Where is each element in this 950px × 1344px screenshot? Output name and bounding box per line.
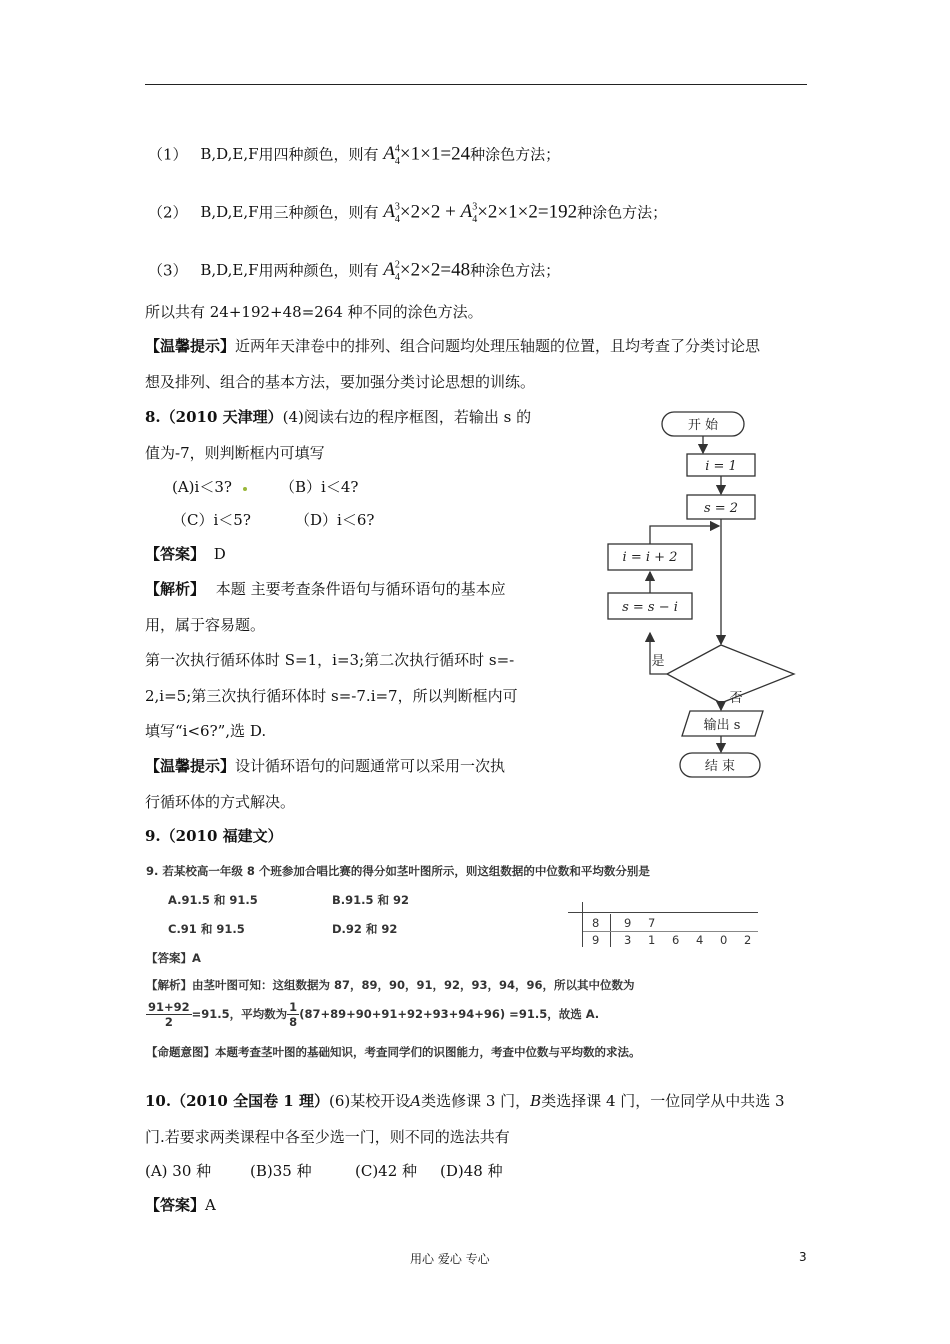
yes-label: 是 [651, 654, 665, 669]
case-suffix: 种涂色方法； [577, 203, 668, 222]
answer-label: 【答案】 [145, 1196, 206, 1214]
q9-option-c: C.91 和 91.5 [168, 922, 245, 936]
q9-option-a: A.91.5 和 91.5 [168, 893, 258, 907]
stem-8: 8 [592, 916, 600, 930]
q8-answer [145, 544, 226, 564]
q10-option-a: (A) 30 种 [145, 1162, 212, 1180]
q8-analysis-line5: 填写“i<6?”,选 D. [145, 722, 267, 740]
var-a: A [410, 1092, 422, 1110]
analysis-text: =91.5，平均数为 [191, 1007, 288, 1021]
case-sets: B,D,E,F [200, 145, 259, 164]
mark-dot [243, 487, 247, 491]
mean-fraction: $\frac{1}{8}$ [289, 1000, 298, 1029]
stem-9: 9 [592, 933, 600, 947]
stem-leaf-plot [568, 902, 758, 947]
case-text: 用两种颜色，则有 [258, 261, 379, 280]
q8-analysis-line3: 第一次执行循环体时 S=1，i=3;第二次执行循环时 s=- [145, 651, 515, 669]
tip-label: 【温馨提示】 [145, 337, 236, 355]
q9-stem: 9. 若某校高一年级 8 个班参加合唱比赛的得分如茎叶图所示，则这组数据的中位数和平均数分别是 [146, 864, 650, 878]
answer-value: A [205, 1196, 216, 1214]
result: =48 [440, 259, 471, 281]
perm-formula: $A^4_4$ [383, 143, 400, 168]
question-source: （2010 天津理） [160, 408, 283, 426]
expr: ×2×1×2 [477, 201, 538, 223]
answer-value: D [213, 545, 226, 563]
plot-divider [582, 902, 583, 947]
q10-stem-line1 [145, 1091, 785, 1111]
case-sets: B,D,E,F [200, 203, 259, 222]
q8-stem-line2: 值为-7，则判断框内可填写 [145, 444, 325, 462]
case-suffix: 种涂色方法； [470, 145, 561, 164]
init-i-label: i = 1 [705, 459, 737, 474]
output-label: 输出 s [703, 718, 741, 733]
q9-analysis [146, 977, 635, 993]
analysis-label: 【解析】 [145, 580, 206, 598]
footer-motto: 用心 爱心 专心 [410, 1252, 490, 1266]
row-rule [583, 931, 758, 932]
q8-option-b: （B）i＜4? [280, 478, 359, 496]
median-fraction: $\frac{91+92}{2}$ [148, 1000, 190, 1029]
analysis-text: 本题 主要考查条件语句与循环语句的基本应 [215, 580, 506, 598]
init-s-label: s = 2 [703, 501, 739, 516]
case-1-line [148, 140, 560, 172]
leaf: 3 [624, 933, 632, 947]
intent-label: 【命题意图】 [146, 1045, 215, 1059]
case-2-line [148, 198, 667, 230]
plot-top-rule [568, 912, 758, 913]
q10-option-c: (C)42 种 [355, 1162, 418, 1180]
q10-option-b: (B)35 种 [250, 1162, 312, 1180]
expr: ×2×2 + [399, 201, 456, 223]
question-stem: (4)阅读右边的程序框图，若输出 s 的 [282, 408, 532, 426]
q10-answer [145, 1195, 216, 1215]
case-text: 用三种颜色，则有 [258, 203, 379, 222]
q9-option-b: B.91.5 和 92 [332, 893, 410, 907]
q9-analysis-line2 [146, 1000, 599, 1029]
tip-text: 近两年天津卷中的排列、组合问题均处理压轴题的位置，且均考查了分类讨论思 [235, 337, 761, 355]
answer-value: A [192, 951, 201, 965]
tip-text: 设计循环语句的问题通常可以采用一次执 [235, 757, 506, 775]
page-number: 3 [799, 1250, 807, 1264]
q8-option-c: （C）i＜5? [172, 511, 251, 529]
intent-text: 本题考查茎叶图的基础知识，考查同学们的识图能力，考查中位数与平均数的求法。 [215, 1045, 641, 1059]
question-stem: 类选择课 4 门，一位同学从中共选 3 [541, 1092, 785, 1110]
question-number: 10. [145, 1092, 172, 1110]
tip-7 [145, 336, 760, 356]
perm-formula: $A^3_4$ [460, 201, 478, 226]
q8-analysis-line2: 用，属于容易题。 [145, 616, 266, 634]
tip-label: 【温馨提示】 [145, 757, 236, 775]
header-rule [145, 84, 807, 85]
expr: ×1×1 [399, 143, 441, 165]
q9-header [145, 826, 283, 846]
update-s-label: s = s − i [622, 600, 678, 615]
question-stem: (6)某校开设 [328, 1092, 411, 1110]
answer-label: 【答案】 [146, 951, 192, 965]
leaf: 6 [672, 933, 680, 947]
program-flowchart [560, 400, 800, 800]
q8-option-d: （D）i＜6? [295, 511, 375, 529]
end-label: 结 束 [704, 759, 736, 774]
case-text: 用四种颜色，则有 [258, 145, 379, 164]
q8-tip [145, 756, 505, 776]
leaf: 4 [696, 933, 704, 947]
leaf: 2 [744, 933, 752, 947]
result: =192 [537, 201, 578, 223]
start-label: 开 始 [687, 418, 719, 433]
leaf: 0 [720, 933, 728, 947]
case-sets: B,D,E,F [200, 261, 259, 280]
tip-7-line2: 想及排列、组合的基本方法，要加强分类讨论思想的训练。 [145, 373, 536, 391]
perm-formula: $A^3_4$ [383, 201, 400, 226]
q9-answer [146, 950, 201, 966]
case-label: （2） [148, 203, 188, 222]
case-label: （1） [148, 145, 188, 164]
q8-analysis [145, 579, 506, 599]
case-3-line [148, 256, 560, 288]
q10-option-d: (D)48 种 [440, 1162, 503, 1180]
update-i-label: i = i + 2 [622, 550, 678, 565]
q9-intent [146, 1044, 641, 1060]
question-number: 8. [145, 408, 161, 426]
perm-formula: $A^2_4$ [383, 259, 400, 284]
no-label: 否 [729, 691, 743, 706]
result: =24 [440, 143, 471, 165]
q8-option-a: (A)i＜3? [172, 478, 232, 496]
q8-tip-line2: 行循环体的方式解决。 [145, 793, 296, 811]
q8-stem-line1 [145, 407, 531, 427]
q8-analysis-line4: 2,i=5;第三次执行循环体时 s=-7.i=7，所以判断框内可 [145, 687, 518, 705]
answer-label: 【答案】 [145, 545, 206, 563]
q10-stem-line2: 门.若要求两类课程中各至少选一门，则不同的选法共有 [145, 1128, 510, 1146]
analysis-text: (87+89+90+91+92+93+94+96) =91.5，故选 A. [299, 1007, 600, 1021]
question-source: （2010 全国卷 1 理） [171, 1092, 329, 1110]
case-suffix: 种涂色方法； [470, 261, 561, 280]
analysis-text: 由茎叶图可知：这组数据为 87，89，90，91，92，93，94，96，所以其中位数为 [192, 978, 635, 992]
q9-option-d: D.92 和 92 [332, 922, 398, 936]
leaf: 1 [648, 933, 656, 947]
summary-text: 所以共有 24+192+48=264 种不同的涂色方法。 [145, 303, 483, 321]
expr: ×2×2 [399, 259, 441, 281]
case-label: （3） [148, 261, 188, 280]
question-stem: 类选修课 3 门， [421, 1092, 531, 1110]
question-source: （2010 福建文） [160, 827, 283, 845]
leaf: 9 [624, 916, 632, 930]
question-number: 9. [145, 827, 161, 845]
var-b: B [530, 1092, 542, 1110]
analysis-label: 【解析】 [146, 978, 192, 992]
leaf: 7 [648, 916, 656, 930]
